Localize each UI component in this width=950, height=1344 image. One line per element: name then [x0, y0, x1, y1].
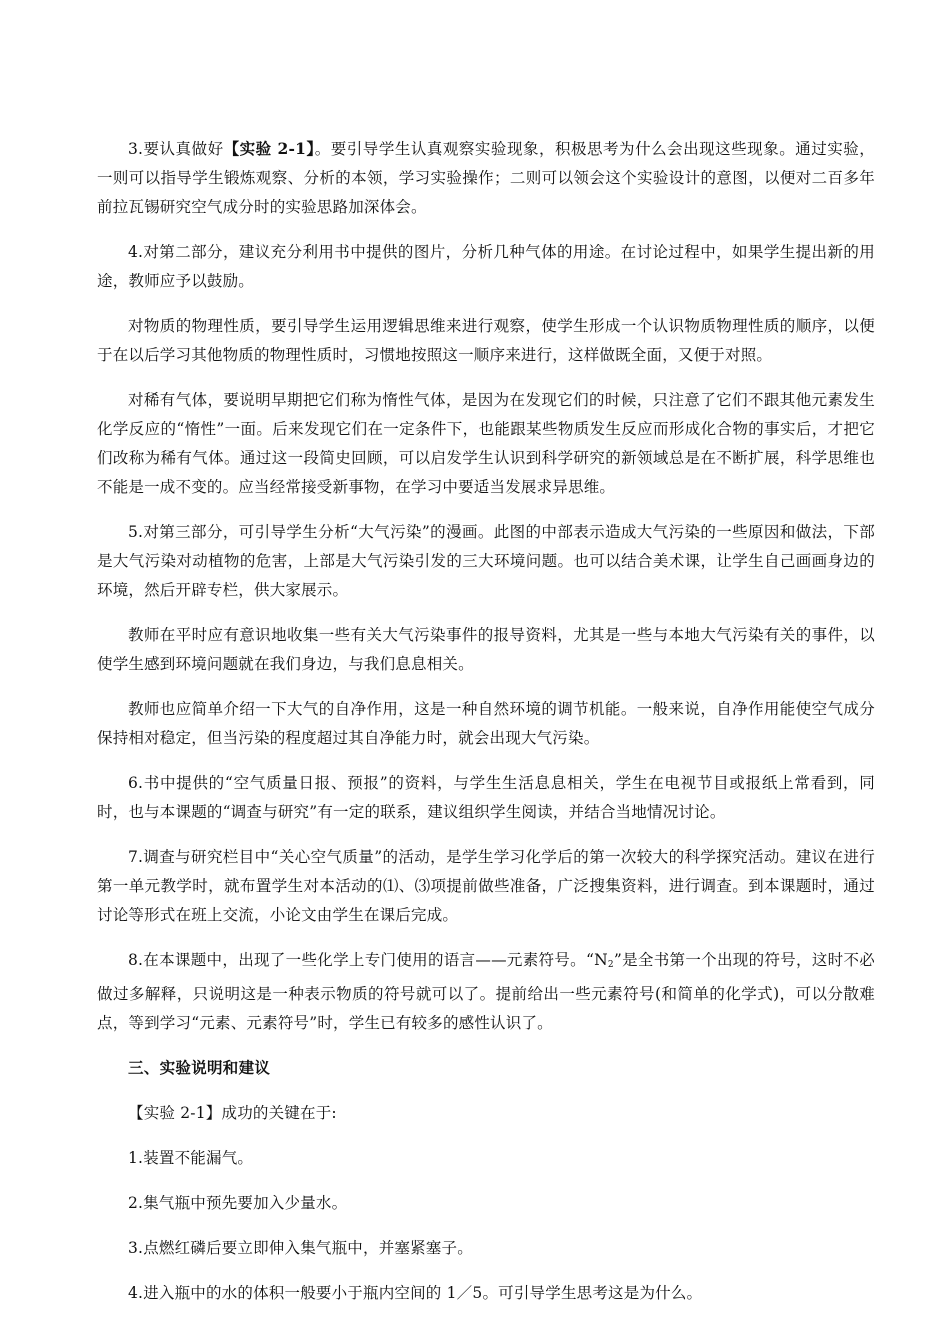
paragraph-3-lead: 3.要认真做好 — [128, 140, 224, 158]
document-body — [97, 134, 875, 1324]
paragraph-8-lead: 8.在本课题中，出现了一些化学上专门使用的语言——元素符号。“N — [128, 951, 608, 969]
paragraph-3-body: 。要引导学生认真观察实验现象，积极思考为什么会出现这些现象。通过实验，一则可以指导学生锻炼观察、分析的本领，学习实验操作；二则可以领会这个实验设计的意图，以便对二百多年前拉瓦锡研究空气成分时的实验思路加深体会。 — [97, 140, 875, 216]
paragraph-physical-properties: 对物质的物理性质，要引导学生运用逻辑思维来进行观察，使学生形成一个认识物质物理性质的顺序，以便于在以后学习其他物质的物理性质时，习惯地按照这一顺序来进行，这样做既全面，又便于对照。 — [97, 317, 875, 364]
list-item: 2.集气瓶中预先要加入少量水。 — [128, 1194, 348, 1212]
paragraph-8 — [97, 946, 875, 1038]
paragraph-4: 4.对第二部分，建议充分利用书中提供的图片，分析几种气体的用途。在讨论过程中，如果学生提出新的用途，教师应予以鼓励。 — [97, 243, 875, 290]
paragraph-6: 6.书中提供的“空气质量日报、预报”的资料，与学生生活息息相关，学生在电视节目或报纸上常看到，同时，也与本课题的“调查与研究”有一定的联系，建议组织学生阅读，并结合当地情况讨论。 — [97, 774, 875, 821]
list-item: 4.进入瓶中的水的体积一般要小于瓶内空间的 1／5。可引导学生思考这是为什么。 — [128, 1284, 703, 1302]
list-item: 3.点燃红磷后要立即伸入集气瓶中，并塞紧塞子。 — [128, 1239, 473, 1257]
paragraph-3 — [97, 134, 875, 222]
section-heading: 三、实验说明和建议 — [128, 1059, 271, 1077]
list-item: 1.装置不能漏气。 — [128, 1149, 254, 1167]
paragraph-7: 7.调查与研究栏目中“关心空气质量”的活动，是学生学习化学后的第一次较大的科学探究活动。建议在进行第一单元教学时，就布置学生对本活动的⑴、⑶项提前做些准备，广泛搜集资料，进行调查。到本课题时，通过讨论等形式在班上交流，小论文由学生在课后完成。 — [97, 848, 875, 924]
paragraph-8-body: ”是全书第一个出现的符号，这时不必做过多解释，只说明这是一种表示物质的符号就可以了。提前给出一些元素符号(和简单的化学式)，可以分散难点，等到学习“元素、元素符号”时，学生已有较多的感性认识了。 — [97, 951, 875, 1032]
subscript-2: 2 — [607, 960, 614, 970]
paragraph-noble-gases: 对稀有气体，要说明早期把它们称为惰性气体，是因为在发现它们的时候，只注意了它们不跟其他元素发生化学反应的“惰性”一面。后来发现它们在一定条件下，也能跟某些物质发生反应而形成化合物的事实后，才把它们改称为稀有气体。通过这一段简史回顾，可以启发学生认识到科学研究的新领域总是在不断扩展，科学思维也不能是一成不变的。应当经常接受新事物，在学习中要适当发展求异思维。 — [97, 391, 875, 496]
paragraph-5: 5.对第三部分，可引导学生分析“大气污染”的漫画。此图的中部表示造成大气污染的一些原因和做法，下部是大气污染对动植物的危害，上部是大气污染引发的三大环境问题。也可以结合美术课，让学生自己画画身边的环境，然后开辟专栏，供大家展示。 — [97, 523, 875, 599]
paragraph-self-purification: 教师也应简单介绍一下大气的自净作用，这是一种自然环境的调节机能。一般来说，自净作用能使空气成分保持相对稳定，但当污染的程度超过其自净能力时，就会出现大气污染。 — [97, 700, 875, 747]
paragraph-collect-materials: 教师在平时应有意识地收集一些有关大气污染事件的报导资料，尤其是一些与本地大气污染有关的事件，以使学生感到环境问题就在我们身边，与我们息息相关。 — [97, 626, 875, 673]
experiment-intro: 【实验 2-1】成功的关键在于: — [128, 1104, 337, 1122]
experiment-ref: 【实验 2-1】 — [223, 139, 315, 158]
